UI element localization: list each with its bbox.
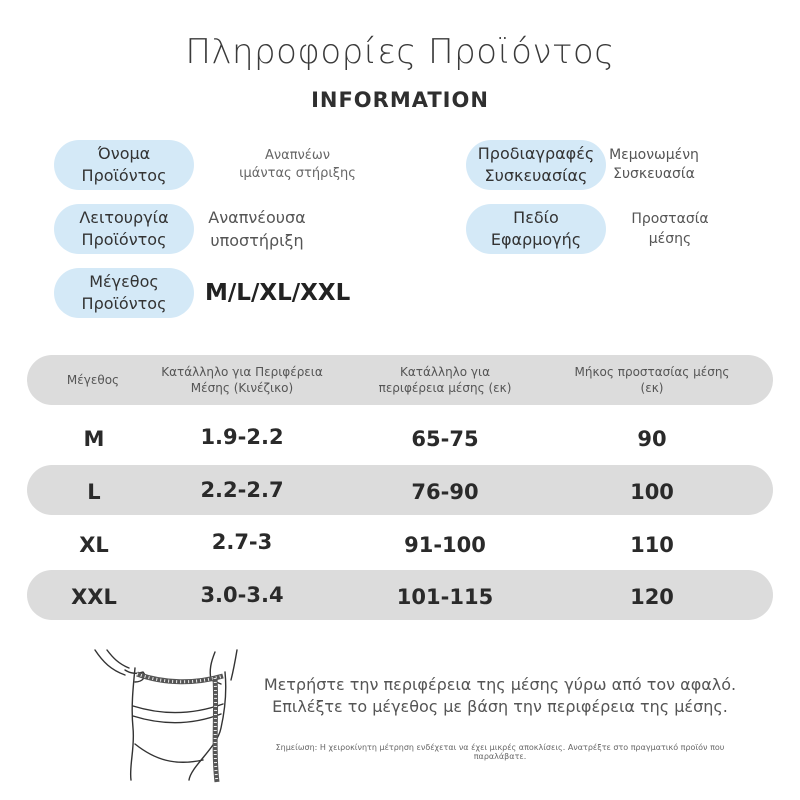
application-field-value: Προστασία μέσης	[631, 211, 709, 247]
table-cell-size: XXL	[71, 585, 117, 609]
instruction-line-2: Επιλέξτε το μέγεθος με βάση την περιφέρεια της μέσης.	[272, 697, 728, 716]
table-cell-waist-chinese: 2.7-3	[211, 530, 273, 554]
product-name-value: Αναπνέων ιμάντας στήριξης	[239, 148, 356, 181]
header-protection-length: Μήκος προστασίας μέσης (εκ)	[574, 365, 730, 395]
table-cell-waist-cm: 101-115	[396, 585, 494, 609]
measurement-instructions	[250, 674, 750, 718]
header-waist-cm: Κατάλληλο για περιφέρεια μέσης (εκ)	[378, 365, 512, 395]
application-field-label: Πεδίο Εφαρμογής	[466, 204, 606, 254]
page-subtitle: INFORMATION	[311, 88, 489, 112]
header-waist-chinese: Κατάλληλο για Περιφέρεια Μέσης (Κινέζικο)	[161, 365, 323, 395]
table-cell-size: M	[83, 427, 105, 451]
tape-measure	[137, 674, 223, 782]
table-cell-protection-length: 110	[630, 533, 674, 557]
table-cell-waist-chinese: 1.9-2.2	[200, 425, 284, 449]
table-cell-waist-cm: 65-75	[411, 427, 479, 451]
packaging-spec-label: Προδιαγραφές Συσκευασίας	[466, 140, 606, 190]
product-function-value: Αναπνέουσα υποστήριξη	[208, 208, 306, 250]
table-cell-waist-cm: 91-100	[404, 533, 486, 557]
waist-measurement-illustration	[85, 648, 250, 783]
table-cell-size: XL	[79, 533, 109, 557]
page-title: Πληροφορίες Προϊόντος	[185, 32, 615, 72]
product-name-label: Όνομα Προϊόντος	[54, 140, 194, 190]
product-size-value: M/L/XL/XXL	[205, 280, 351, 306]
table-cell-waist-cm: 76-90	[411, 480, 479, 504]
measurement-note: Σημείωση: Η χειροκίνητη μέτρηση ενδέχεται να έχει μικρές αποκλίσεις. Ανατρέξτε στο πραγματικό προϊόν που παραλάβατε.	[275, 743, 725, 761]
table-cell-size: L	[87, 480, 101, 504]
product-function-label: Λειτουργία Προϊόντος	[54, 204, 194, 254]
table-cell-protection-length: 120	[630, 585, 674, 609]
table-cell-protection-length: 100	[630, 480, 674, 504]
product-size-label: Μέγεθος Προϊόντος	[54, 268, 194, 318]
header-size: Μέγεθος	[66, 373, 120, 387]
table-cell-protection-length: 90	[637, 427, 667, 451]
packaging-spec-value: Μεμονωμένη Συσκευασία	[609, 147, 699, 182]
table-cell-waist-chinese: 2.2-2.7	[200, 478, 284, 502]
instruction-line-1: Μετρήστε την περιφέρεια της μέσης γύρω από τον αφαλό.	[263, 675, 737, 694]
table-cell-waist-chinese: 3.0-3.4	[200, 583, 284, 607]
